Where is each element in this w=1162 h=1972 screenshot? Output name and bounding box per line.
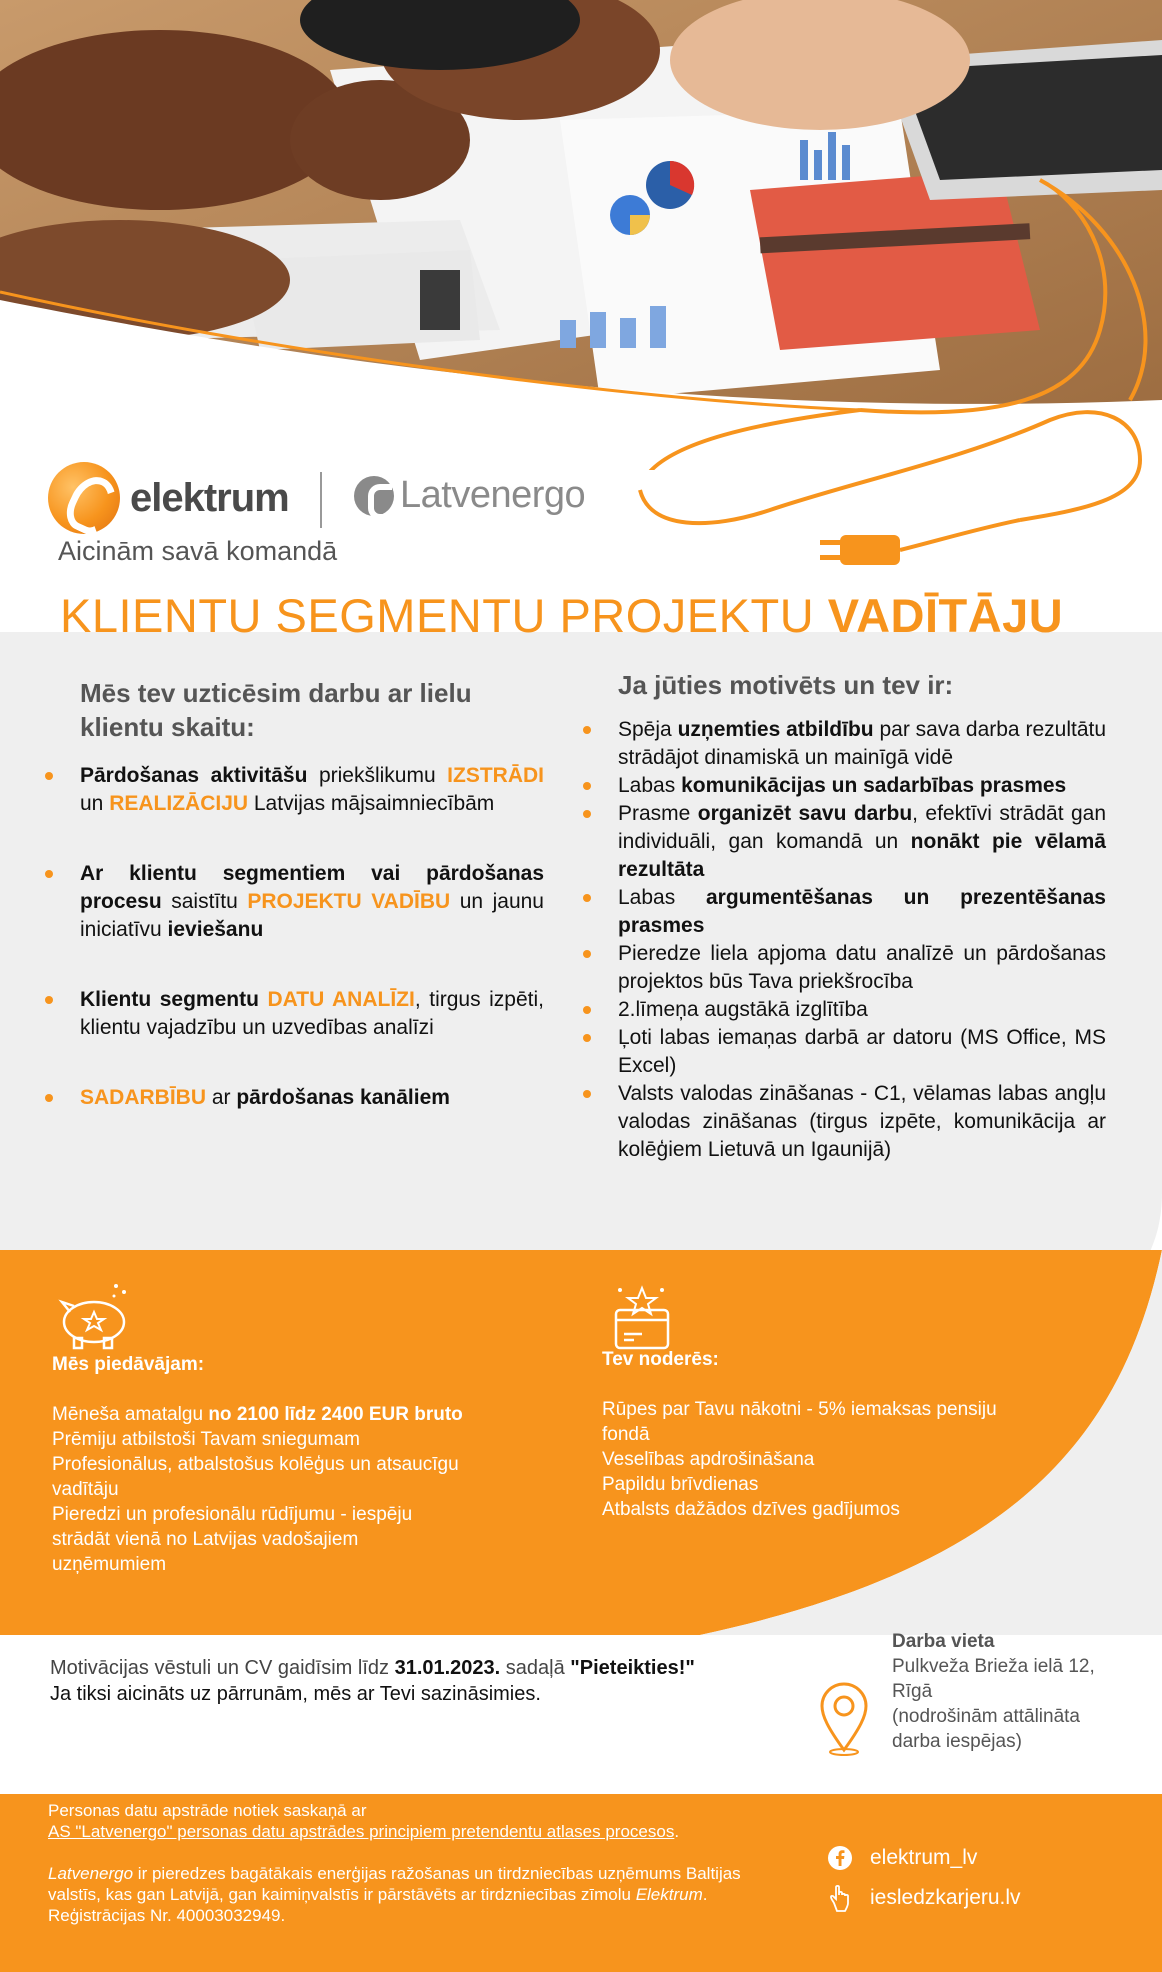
offer-line: Prēmiju atbilstoši Tavam sniegumam bbox=[52, 1429, 360, 1450]
privacy-line: Personas datu apstrāde notiek saskaņā ar bbox=[48, 1801, 367, 1820]
responsibility-item-text: un bbox=[80, 792, 110, 815]
responsibilities-title: Mēs tev uzticēsim darbu ar lielu klientu skaitu: bbox=[80, 678, 472, 742]
privacy-link[interactable]: AS "Latvenergo" personas datu apstrādes principiem pretendentu atlases procesos bbox=[48, 1822, 675, 1841]
privacy-link-line bbox=[48, 1821, 768, 1842]
apply-line-1 bbox=[50, 1655, 770, 1681]
requirement-item-text: Spēja bbox=[618, 718, 678, 741]
responsibility-item-text: DATU ANALĪZI bbox=[267, 988, 415, 1011]
responsibility-item-text: ar bbox=[206, 1086, 237, 1109]
about-body: ir pieredzes bagātākais enerģijas ražošanas un tirdzniecības uzņēmums Baltijas valstīs, kas gan Latvijā, gan kaimiņvalstīs ir pārstāvēts ar tirdzniecības zīmolu bbox=[48, 1864, 741, 1904]
facebook-handle: elektrum_lv bbox=[870, 1846, 978, 1869]
requirement-item bbox=[578, 772, 1106, 800]
location-note: (nodrošinām attālināta darba iespējas) bbox=[892, 1706, 1080, 1752]
offer-line: Pieredzi un profesionālu rūdījumu - iespēju strādāt vienā no Latvijas vadošajiem uzņēmumiem bbox=[52, 1504, 413, 1575]
responsibility-item-text: Latvijas mājsaimniecībām bbox=[248, 792, 495, 815]
requirement-item-text: Labas bbox=[618, 774, 682, 797]
responsibility-item-text: Ar klientu segmentiem vai pārdošanas procesu bbox=[80, 862, 544, 913]
social-links bbox=[826, 1838, 1021, 1918]
facebook-icon bbox=[826, 1844, 854, 1872]
footer bbox=[0, 1794, 1162, 1972]
requirements-column bbox=[578, 668, 1106, 1164]
requirement-item-text: komunikācijas un sadarbības prasmes bbox=[681, 774, 1067, 797]
location-title: Darba vieta bbox=[892, 1631, 995, 1652]
elektrum-logo-icon bbox=[48, 462, 120, 534]
responsibility-item bbox=[40, 986, 544, 1042]
apply-mid: sadaļā bbox=[500, 1657, 571, 1679]
requirement-item-text: uzņemties atbildību bbox=[677, 718, 874, 741]
offer-salary-amount: no 2100 līdz 2400 EUR bruto bbox=[208, 1404, 463, 1425]
about-brand: Latvenergo bbox=[48, 1864, 134, 1883]
responsibility-item-text: un jaunu iniciatīvu bbox=[80, 890, 544, 941]
apply-info bbox=[50, 1655, 770, 1707]
responsibilities-column bbox=[40, 676, 544, 1154]
job-title-regular: KLIENTU SEGMENTU PROJEKTU bbox=[60, 589, 828, 642]
website-url: iesledzkarjeru.lv bbox=[870, 1886, 1021, 1909]
privacy-end: . bbox=[674, 1822, 680, 1841]
about-brand-2: Elektrum bbox=[635, 1885, 703, 1904]
requirement-item-text: Prasme bbox=[618, 802, 698, 825]
requirement-item-text: , efektīvi strādāt gan individuāli, gan komandā un bbox=[618, 802, 1107, 853]
card-star-icon bbox=[612, 1284, 676, 1352]
responsibilities-list bbox=[40, 762, 544, 1112]
latvenergo-logo bbox=[354, 474, 585, 517]
offer-salary bbox=[52, 1402, 472, 1427]
apply-line-2: Ja tiksi aicināts uz pārrunām, mēs ar Tevi sazināsimies. bbox=[50, 1683, 541, 1705]
requirement-item-text: Valsts valodas zināšanas - C1, vēlamas labas angļu valodas zināšanas (tirgus izpēte, komunikācija ar kolēģiem Lietuvā un Igaunijā) bbox=[618, 1082, 1106, 1161]
perks-title: Tev noderēs: bbox=[602, 1349, 719, 1370]
responsibility-item bbox=[40, 762, 544, 818]
location-address: Pulkveža Brieža ielā 12, Rīgā bbox=[892, 1656, 1095, 1702]
responsibility-item-text: PROJEKTU VADĪBU bbox=[247, 890, 451, 913]
apply-section-link[interactable]: "Pieteikties!" bbox=[570, 1657, 695, 1679]
requirement-item-text: argumentēšanas un prezentēšanas prasmes bbox=[618, 886, 1106, 937]
responsibility-item-text: IZSTRĀDI bbox=[447, 764, 544, 787]
about-end: . bbox=[702, 1885, 708, 1904]
footer-text bbox=[48, 1800, 768, 1926]
responsibility-item-text: SADARBĪBU bbox=[80, 1086, 206, 1109]
logos bbox=[48, 462, 608, 542]
registration-number: Reģistrācijas Nr. 40003032949. bbox=[48, 1906, 286, 1925]
requirement-item bbox=[578, 800, 1106, 884]
perks-block bbox=[602, 1347, 1022, 1522]
responsibility-item-text: saistītu bbox=[161, 890, 248, 913]
requirement-item-text: nonākt pie vēlamā rezultāta bbox=[618, 830, 1106, 881]
responsibility-item bbox=[40, 1084, 544, 1112]
requirement-item-text: Labas bbox=[618, 886, 706, 909]
facebook-link[interactable] bbox=[826, 1838, 1021, 1878]
responsibility-item-text: Pārdošanas aktivitāšu bbox=[80, 764, 308, 787]
offer-salary-prefix: Mēneša amatalgu bbox=[52, 1404, 209, 1425]
requirement-item bbox=[578, 996, 1106, 1024]
perks-line: Atbalsts dažādos dzīves gadījumos bbox=[602, 1499, 900, 1520]
latvenergo-logo-icon bbox=[354, 476, 394, 516]
responsibility-item-text: pārdošanas kanāliem bbox=[236, 1086, 450, 1109]
invite-text: Aicinām savā komandā bbox=[58, 536, 338, 566]
website-link[interactable] bbox=[826, 1878, 1021, 1918]
responsibility-item-text: Klientu segmentu bbox=[80, 988, 259, 1011]
responsibility-item-text: priekšlikumu bbox=[307, 764, 448, 787]
perks-line: Papildu brīvdienas bbox=[602, 1474, 759, 1495]
requirements-title: Ja jūties motivēts un tev ir: bbox=[618, 670, 954, 700]
requirement-item bbox=[578, 884, 1106, 940]
requirement-item bbox=[578, 1024, 1106, 1080]
requirement-item-text: par sava darba rezultātu strādājot dinamiskā un mainīgā vidē bbox=[618, 718, 1107, 769]
responsibility-item-text: REALIZĀCIJU bbox=[109, 792, 249, 815]
apply-prefix: Motivācijas vēstuli un CV gaidīsim līdz bbox=[50, 1657, 395, 1679]
responsibility-item-text: ieviešanu bbox=[167, 918, 264, 941]
about-text bbox=[48, 1863, 768, 1905]
requirement-item-text: Pieredze liela apjoma datu analīzē un pārdošanas projektos būs Tava priekšrocība bbox=[618, 942, 1106, 993]
requirement-item-text: 2.līmeņa augstākā izglītība bbox=[618, 998, 868, 1021]
responsibility-item-text: , tirgus izpēti, klientu vajadzību un uzvedības analīzi bbox=[80, 988, 544, 1039]
requirement-item-text: Ļoti labas iemaņas darbā ar datoru (MS Office, MS Excel) bbox=[618, 1026, 1106, 1077]
logo-divider bbox=[320, 472, 322, 528]
elektrum-logo-text: elektrum bbox=[130, 475, 289, 520]
latvenergo-logo-text: Latvenergo bbox=[400, 474, 586, 516]
responsibility-item bbox=[40, 860, 544, 944]
perks-line: Rūpes par Tavu nākotni - 5% iemaksas pensiju fondā bbox=[602, 1399, 997, 1445]
offer-title: Mēs piedāvājam: bbox=[52, 1354, 205, 1375]
requirement-item bbox=[578, 940, 1106, 996]
perks-line: Veselības apdrošināšana bbox=[602, 1449, 815, 1470]
piggy-bank-icon bbox=[54, 1280, 138, 1350]
location-pin-icon bbox=[818, 1680, 870, 1756]
offer-line: Profesionālus, atbalstošus kolēģus un atsaucīgu vadītāju bbox=[52, 1454, 459, 1500]
requirement-item bbox=[578, 716, 1106, 772]
work-location bbox=[892, 1629, 1122, 1754]
elektrum-logo bbox=[48, 462, 289, 534]
hand-pointer-icon bbox=[826, 1884, 854, 1912]
requirement-item-text: organizēt savu darbu bbox=[697, 802, 913, 825]
offer-block bbox=[52, 1352, 472, 1577]
cable-decoration bbox=[600, 400, 1162, 600]
job-title bbox=[60, 588, 1063, 643]
requirements-list bbox=[578, 716, 1106, 1164]
requirement-item bbox=[578, 1080, 1106, 1164]
apply-deadline: 31.01.2023. bbox=[394, 1657, 501, 1679]
job-title-bold: VADĪTĀJU bbox=[827, 589, 1064, 642]
